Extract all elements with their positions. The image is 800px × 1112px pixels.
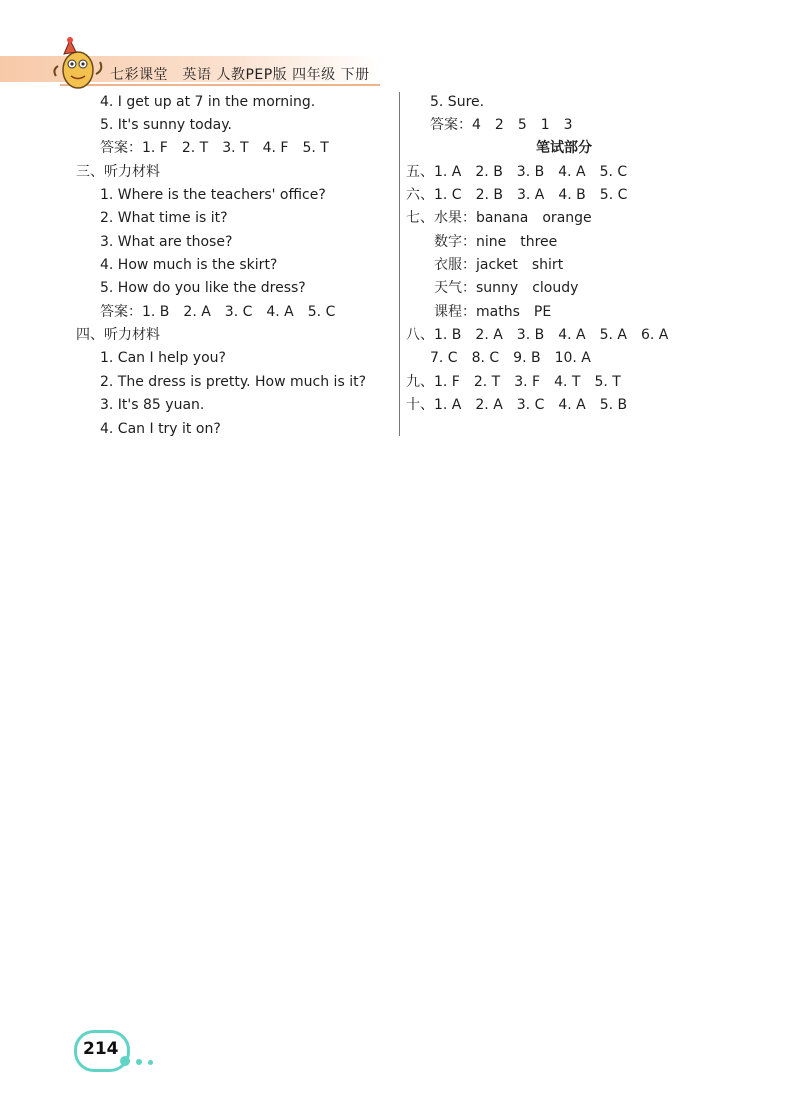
header-title: 七彩课堂 英语 人教PEP版 四年级 下册 — [110, 67, 370, 83]
column-divider — [399, 92, 400, 436]
list-item: 4. I get up at 7 in the morning. — [100, 94, 316, 110]
answer-line: 七、水果：banana orange — [406, 210, 592, 226]
decorative-dot — [120, 1056, 130, 1066]
section-heading: 三、听力材料 — [76, 164, 160, 180]
list-item: 3. What are those? — [100, 234, 233, 250]
list-item: 2. The dress is pretty. How much is it? — [100, 374, 366, 390]
header-rule — [60, 84, 380, 86]
answer-line: 十、1. A 2. A 3. C 4. A 5. B — [406, 397, 628, 413]
list-item: 5. Sure. — [430, 94, 485, 110]
list-item: 1. Where is the teachers' office? — [100, 187, 326, 203]
list-item: 4. How much is the skirt? — [100, 257, 278, 273]
answer-line: 答案：1. B 2. A 3. C 4. A 5. C — [100, 304, 336, 320]
answer-line: 九、1. F 2. T 3. F 4. T 5. T — [406, 374, 621, 390]
list-item: 1. Can I help you? — [100, 350, 226, 366]
list-item: 5. It's sunny today. — [100, 117, 232, 133]
section-heading: 四、听力材料 — [76, 327, 160, 343]
list-item: 3. It's 85 yuan. — [100, 397, 205, 413]
answer-line: 五、1. A 2. B 3. B 4. A 5. C — [406, 164, 628, 180]
list-item: 4. Can I try it on? — [100, 421, 221, 437]
decorative-dot — [136, 1059, 142, 1065]
answer-line: 六、1. C 2. B 3. A 4. B 5. C — [406, 187, 628, 203]
answer-line: 课程：maths PE — [434, 304, 552, 320]
list-item: 2. What time is it? — [100, 210, 228, 226]
mascot-icon — [50, 36, 106, 92]
answer-line: 数字：nine three — [434, 234, 558, 250]
answer-line: 答案：4 2 5 1 3 — [430, 117, 573, 133]
answer-line: 衣服：jacket shirt — [434, 257, 564, 273]
answer-line: 八、1. B 2. A 3. B 4. A 5. A 6. A — [406, 327, 669, 343]
section-heading: 笔试部分 — [536, 140, 592, 156]
answer-line: 7. C 8. C 9. B 10. A — [430, 350, 591, 366]
answer-line: 答案：1. F 2. T 3. T 4. F 5. T — [100, 140, 329, 156]
answer-line: 天气：sunny cloudy — [434, 280, 579, 296]
decorative-dot — [148, 1060, 153, 1065]
list-item: 5. How do you like the dress? — [100, 280, 306, 296]
page-number: 214 — [83, 1039, 119, 1059]
